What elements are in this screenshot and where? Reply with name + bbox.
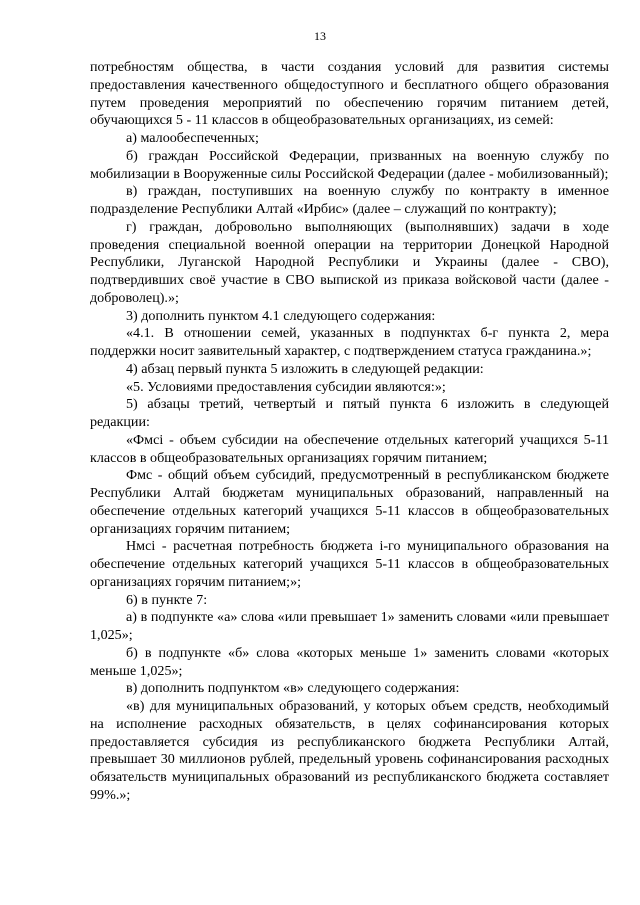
definition-nmsi: Нмсi - расчетная потребность бюджета i-го муниципального образования на обеспечение отдельных категорий учащихся 5-11 классов в общеобразовательных организациях горячим питанием;»; — [90, 538, 609, 590]
amendment-6-b: б) в подпункте «б» слова «которых меньше 1» заменить словами «которых меньше 1,025»; — [90, 644, 609, 679]
list-item-v: в) граждан, поступивших на военную службу по контракту в именное подразделение Республики Алтай «Ирбис» (далее – служащий по контракту); — [90, 183, 609, 217]
amendment-6-v: в) дополнить подпунктом «в» следующего содержания: — [126, 680, 460, 697]
document-body — [90, 59, 609, 805]
amendment-5: 5) абзацы третий, четвертый и пятый пункта 6 изложить в следующей редакции: — [90, 396, 609, 430]
clause-7-v: «в) для муниципальных образований, у которых объем средств, необходимый на исполнение расходных обязательств, в целях софинансирования которых предоставляется субсидия из республиканского бюджета Республики Алтай, превышает 30 миллионов рублей, предельный уровень софинансирования расходных обязательств муниципальных образований из республиканского бюджета составляет 99%.»; — [90, 698, 609, 803]
definition-fmsi: «Фмсi - объем субсидии на обеспечение отдельных категорий учащихся 5-11 классов в общеобразовательных организациях горячим питанием; — [90, 431, 609, 466]
amendment-6-a: а) в подпункте «а» слова «или превышает 1» заменить словами «или превышает 1,025»; — [90, 609, 609, 643]
amendment-3: 3) дополнить пунктом 4.1 следующего содержания: — [126, 307, 436, 324]
list-item-b: б) граждан Российской Федерации, призванных на военную службу по мобилизации в Вооруженные силы Российской Федерации (далее - мобилизованный); — [90, 147, 609, 182]
definition-fms: Фмс - общий объем субсидий, предусмотренный в республиканском бюджете Республики Алтай бюджетам муниципальных образований, направленный на обеспечение отдельных категорий учащихся 5-11 классов в общеобразовательных организациях горячим питанием; — [90, 467, 609, 537]
list-item-a: а) малообеспеченных; — [126, 130, 259, 146]
list-item-g: г) граждан, добровольно выполняющих (выполнявших) задачи в ходе проведения специальной военной операции на территории Донецкой Народной Республики, Луганской Народной Республики и Украины (далее - СВО), подтвердивших своё участие в СВО выпиской из приказа войсковой части (далее - доброволец).»; — [90, 218, 609, 306]
amendment-6: 6) в пункте 7: — [126, 591, 208, 608]
clause-5: «5. Условиями предоставления субсидии являются:»; — [126, 378, 446, 395]
amendment-4: 4) абзац первый пункта 5 изложить в следующей редакции: — [126, 360, 484, 377]
page-number: 13 — [314, 29, 326, 43]
paragraph-continuation: потребностям общества, в части создания условий для развития системы предоставления качественного общедоступного и бесплатного общего образования путем проведения мероприятий по обеспечению горячим питанием детей, обучающихся 5 - 11 классов в общеобразовательных организациях, из семей: — [90, 59, 609, 129]
clause-4-1: «4.1. В отношении семей, указанных в подпунктах б-г пункта 2, мера поддержки носит заявительный характер, с подтверждением статуса гражданина.»; — [90, 325, 609, 359]
